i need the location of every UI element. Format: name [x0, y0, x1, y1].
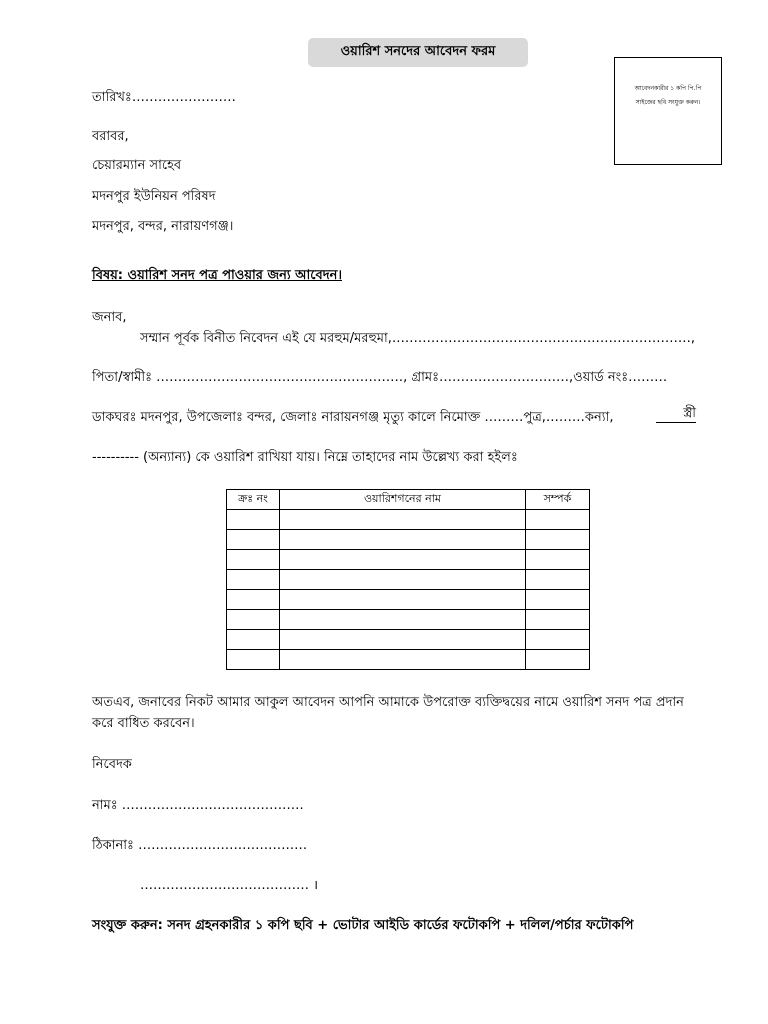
- address-line1: চেয়ারম্যান সাহেব: [92, 158, 182, 173]
- table-cell: [526, 570, 590, 590]
- table-cell: [526, 590, 590, 610]
- table-cell: [280, 630, 526, 650]
- table-cell: [227, 630, 280, 650]
- table-cell: [280, 610, 526, 630]
- table-row: [227, 570, 590, 590]
- wife-blank: স্ত্রী: [656, 406, 696, 423]
- table-cell: [526, 630, 590, 650]
- table-cell: [280, 590, 526, 610]
- table-cell: [227, 610, 280, 630]
- body-line1: সম্মান পূর্বক বিনীত নিবেদন এই যে মরহুম/মরহুমা,……………………………………………………………,: [140, 331, 696, 346]
- heirs-table-body: [227, 510, 590, 670]
- table-row: [227, 550, 590, 570]
- subject-line: বিষয়: ওয়ারিশ সনদ পত্র পাওয়ার জন্য আবেদন।: [92, 268, 343, 283]
- photo-note-line2: সাইজের ছবি সংযুক্ত করুন।: [635, 99, 701, 106]
- table-header-row: [227, 490, 590, 510]
- table-row: [227, 510, 590, 530]
- body-line3: ডাকঘরঃ মদনপুর, উপজেলাঃ বন্দর, জেলাঃ নারায়নগঞ্জ মৃত্যু কালে নিমোক্ত ………পুত্র,………কন্যা,: [92, 410, 614, 425]
- header-serial: ক্রঃ নং: [227, 490, 280, 510]
- table-cell: [227, 590, 280, 610]
- photo-placeholder-box: [614, 57, 722, 165]
- header-relation: সম্পর্ক: [526, 490, 590, 510]
- table-row: [227, 590, 590, 610]
- table-cell: [227, 570, 280, 590]
- table-cell: [526, 610, 590, 630]
- salutation: জনাব,: [92, 310, 127, 325]
- address-to: বরাবর,: [92, 129, 129, 144]
- table-cell: [280, 510, 526, 530]
- table-row: [227, 650, 590, 670]
- table-row: [227, 630, 590, 650]
- table-cell: [227, 510, 280, 530]
- closing-line2: করে বাধিত করবেন।: [92, 716, 195, 731]
- address-line2: মদনপুর ইউনিয়ন পরিষদ: [92, 189, 216, 204]
- header-heir-name: ওয়ারিশগনের নাম: [280, 490, 526, 510]
- table-cell: [280, 650, 526, 670]
- closing-line1: অতএব, জনাবের নিকট আমার আকুল আবেদন আপনি আমাকে উপরোক্ত ব্যক্তিদ্বয়ের নামে ওয়ারিশ সনদ পত্র প্রদান: [92, 695, 684, 710]
- table-row: [227, 530, 590, 550]
- table-cell: [526, 550, 590, 570]
- table-row: [227, 610, 590, 630]
- body-line2: পিতা/স্বামীঃ …………………………………………………, গ্রামঃ…………………………,ওয়ার্ড নংঃ………: [92, 370, 668, 385]
- table-cell: [526, 650, 590, 670]
- form-title: ওয়ারিশ সনদের আবেদন ফরম: [308, 38, 528, 67]
- photo-note-line1: আবেদনকারীর ১ কপি পি.পি: [634, 85, 702, 92]
- date-line: তারিখঃ……………………: [92, 90, 236, 105]
- applicant-address-line2: ………………………………… ।: [140, 878, 319, 893]
- table-cell: [227, 650, 280, 670]
- applicant-address-line: ঠিকানাঃ …………………………………: [92, 838, 308, 853]
- table-cell: [280, 530, 526, 550]
- heirs-table: [226, 489, 590, 670]
- body-line4: ---------- (অন্যান্য) কে ওয়ারিশ রাখিয়া যায়। নিম্নে তাহাদের নাম উল্লেখ্য করা হইলঃ: [92, 450, 518, 465]
- table-cell: [280, 570, 526, 590]
- table-cell: [280, 550, 526, 570]
- table-cell: [227, 530, 280, 550]
- table-cell: [526, 530, 590, 550]
- applicant-name-line: নামঃ ……………………………………: [92, 798, 304, 813]
- attachments-note: সংযুক্ত করুন: সনদ গ্রহনকারীর ১ কপি ছবি + ভোটার আইডি কার্ডের ফটোকপি + দলিল/পর্চার ফটোকপি: [92, 918, 634, 933]
- address-line3: মদনপুর, বন্দর, নারায়ণগঞ্জ।: [92, 219, 234, 234]
- applicant-label: নিবেদক: [92, 757, 132, 772]
- table-cell: [227, 550, 280, 570]
- table-cell: [526, 510, 590, 530]
